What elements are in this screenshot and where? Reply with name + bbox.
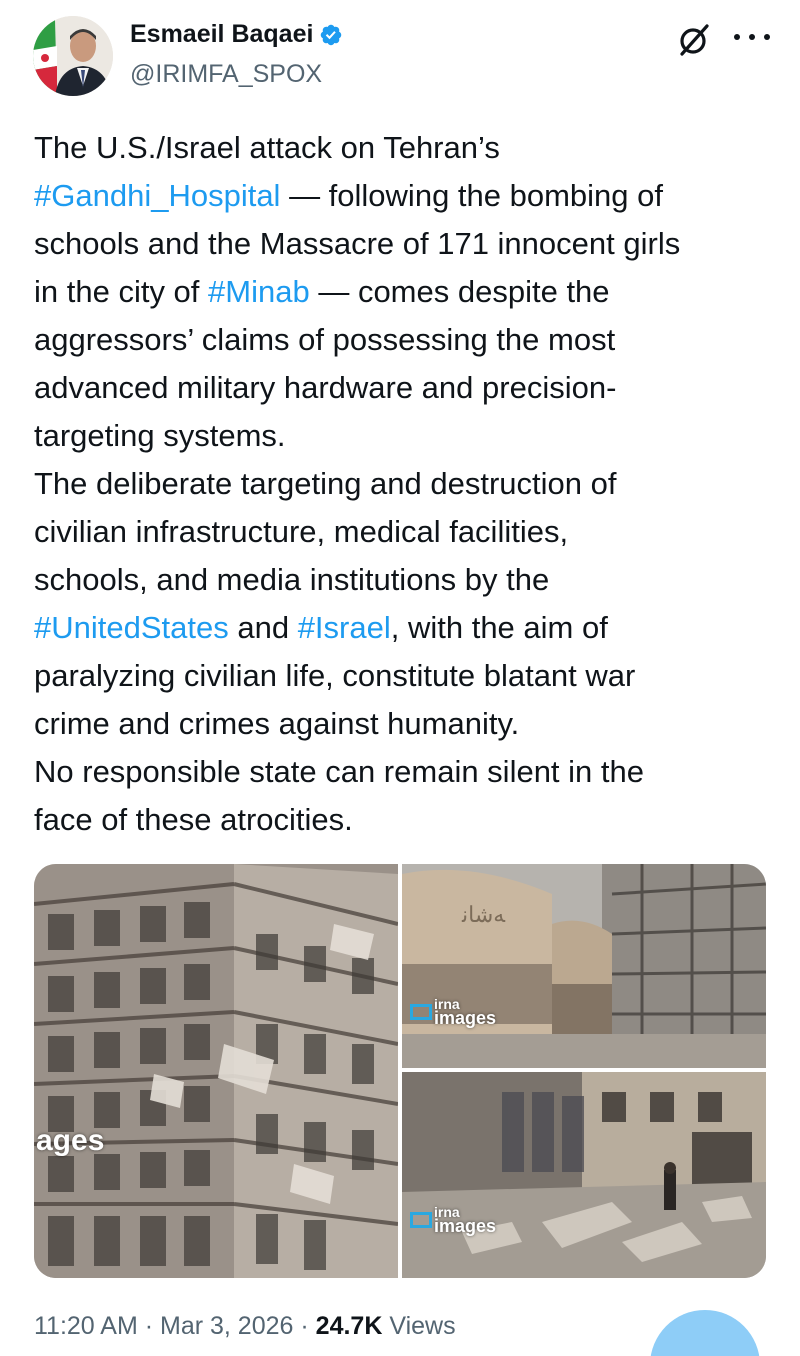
tweet-text-line <box>34 316 774 364</box>
tweet-text-segment: , with the aim of <box>390 610 608 645</box>
tweet-text-segment: crime and crimes against humanity. <box>34 706 520 741</box>
tweet-text-segment: — comes despite the <box>309 274 610 309</box>
tweet-text-line <box>34 220 774 268</box>
tweet-text <box>34 124 774 844</box>
tweet-text-line <box>34 652 774 700</box>
hashtag-link[interactable]: #Israel <box>297 610 391 645</box>
photo-damaged-building-facade[interactable] <box>34 864 398 1278</box>
tweet-text-line <box>34 748 774 796</box>
tweet-text-line <box>34 412 774 460</box>
tweet-date[interactable]: Mar 3, 2026 <box>160 1312 294 1340</box>
watermark-left: ages <box>36 1124 105 1157</box>
meta-separator: · <box>144 1312 154 1340</box>
tweet-text-segment: The deliberate targeting and destruction of <box>34 466 617 501</box>
tweet-text-segment: No responsible state can remain silent in the <box>34 754 644 789</box>
tweet-text-segment: civilian infrastructure, medical facilities, <box>34 514 569 549</box>
tweet-time[interactable]: 11:20 AM <box>34 1312 138 1340</box>
tweet-text-line <box>34 700 774 748</box>
tweet-text-segment: and <box>228 610 298 645</box>
tweet-text-segment: paralyzing civilian life, constitute blatant war <box>34 658 636 693</box>
tweet-text-segment: schools and the Massacre of 171 innocent girls <box>34 226 681 261</box>
verified-badge-icon <box>319 23 343 47</box>
avatar[interactable] <box>33 16 113 96</box>
display-name[interactable]: Esmaeil Baqaei <box>130 20 314 48</box>
author-handle[interactable]: @IRIMFA_SPOX <box>130 60 323 88</box>
tweet-text-line <box>34 460 774 508</box>
media-grid <box>34 864 766 1278</box>
meta-separator: · <box>300 1312 309 1340</box>
tweet-text-line <box>34 172 774 220</box>
compose-fab-button[interactable] <box>650 1310 760 1356</box>
tweet-text-line <box>34 796 774 844</box>
tweet-text-segment: — following the bombing of <box>280 178 664 213</box>
tweet-text-line <box>34 124 774 172</box>
watermark-bottom-right: irna images <box>410 1206 496 1234</box>
tweet-text-line <box>34 268 774 316</box>
tweet-text-line <box>34 508 774 556</box>
photo-rubble-courtyard[interactable] <box>402 1072 766 1278</box>
author-name-row[interactable] <box>130 20 343 49</box>
tweet-text-segment: in the city of <box>34 274 209 309</box>
tweet-header <box>0 0 800 110</box>
views-count: 24.7K <box>315 1312 383 1340</box>
tweet-text-segment: advanced military hardware and precision- <box>34 370 617 405</box>
tweet-text-segment: face of these atrocities. <box>34 802 353 837</box>
svg-text:ﻪﺷﺎﻧ: ﻪﺷﺎﻧ <box>462 903 506 928</box>
tweet-text-segment: schools, and media institutions by the <box>34 562 550 597</box>
tweet-text-segment: targeting systems. <box>34 418 286 453</box>
hashtag-link[interactable]: #Gandhi_Hospital <box>34 178 281 213</box>
views-label: Views <box>389 1312 456 1340</box>
hashtag-link[interactable]: #Minab <box>208 274 310 309</box>
tweet-text-segment: The U.S./Israel attack on Tehran’s <box>34 130 500 165</box>
grok-icon[interactable] <box>676 22 712 58</box>
hashtag-link[interactable]: #UnitedStates <box>34 610 229 645</box>
tweet-text-segment: aggressors’ claims of possessing the most <box>34 322 616 357</box>
tweet-text-line <box>34 364 774 412</box>
tweet-meta <box>34 1312 456 1341</box>
watermark-top-right: irna images <box>410 998 496 1026</box>
tweet-text-line <box>34 604 774 652</box>
photo-hospital-entrance[interactable] <box>402 864 766 1068</box>
tweet-text-line <box>34 556 774 604</box>
more-options-icon[interactable] <box>734 22 770 52</box>
